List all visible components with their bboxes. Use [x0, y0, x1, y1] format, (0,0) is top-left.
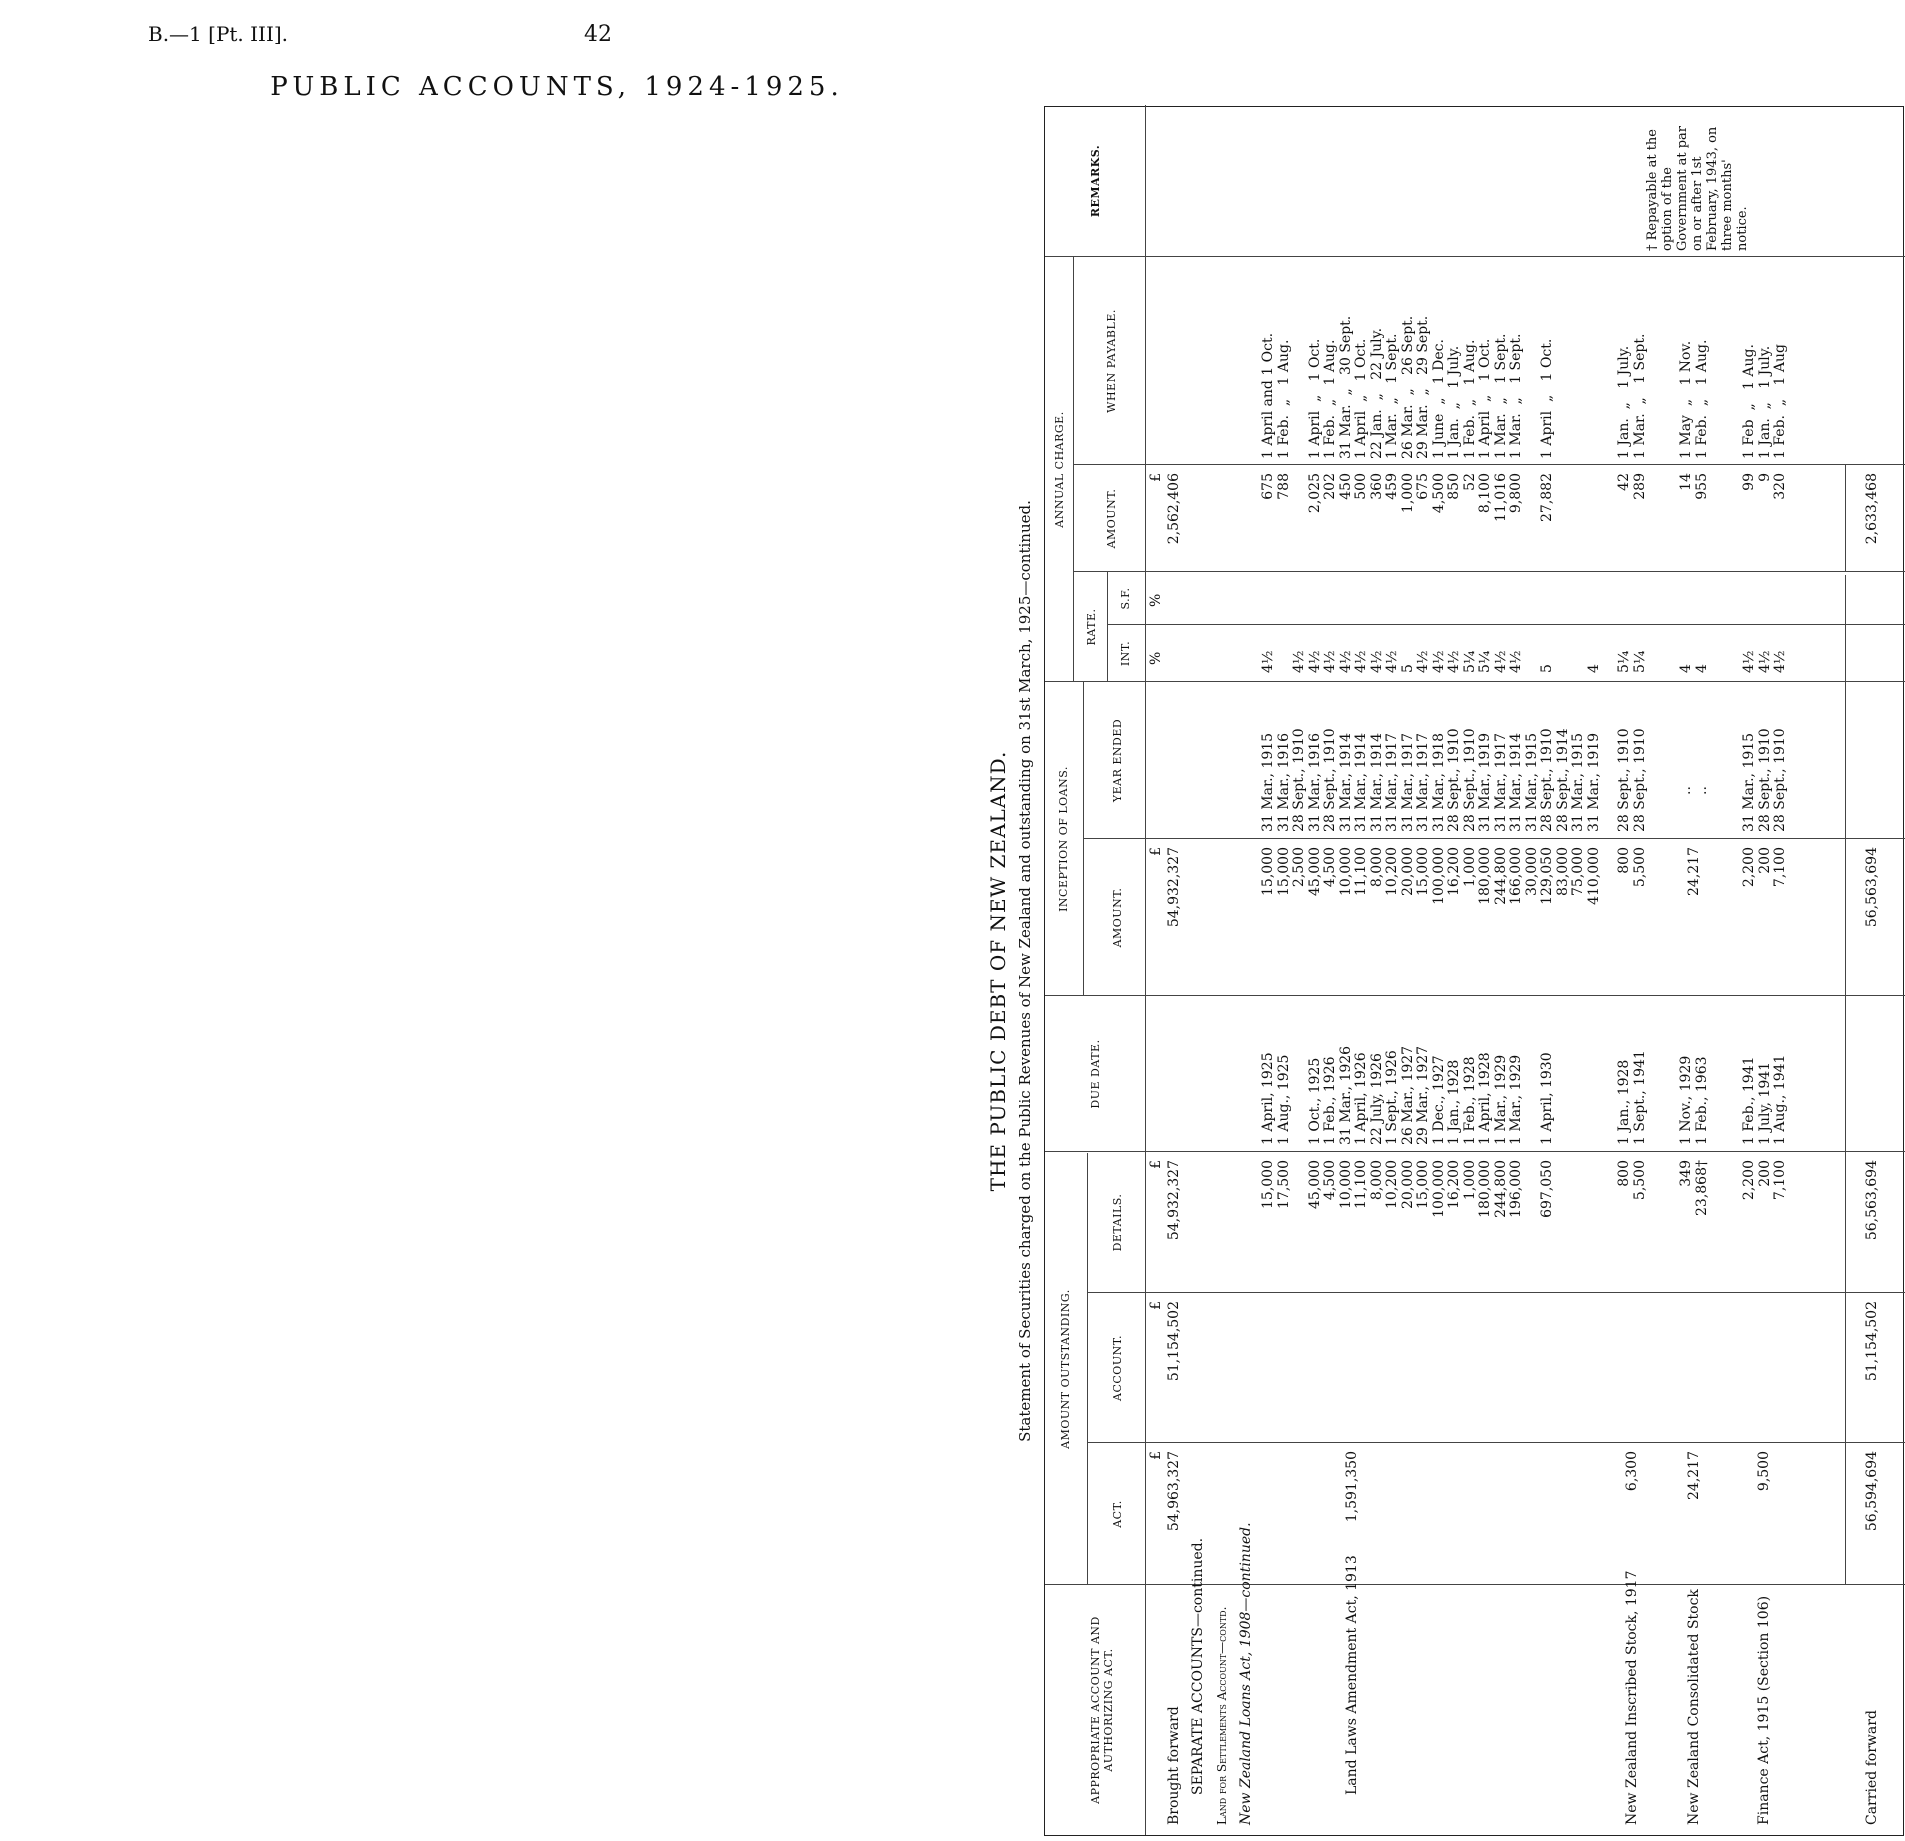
- col-inception-header: INCEPTION OF LOANS.: [1057, 766, 1070, 912]
- pound-sign: £: [1148, 1160, 1164, 1169]
- percent-sign: %: [1148, 593, 1164, 607]
- land-laws-year: 31 Mar., 1915 31 Mar., 1916 28 Sept., 1910 31 Mar., 1916 28 Sept., 1910 31 Mar., 1914 31 Mar., 1914 31 Mar., 1914 31 Mar., 1917 31 Mar., 1917 31 Mar., 1917 31 Mar., 1918 28 Sept., 1910 28 Sept., 1910 31 Mar., 1919 31 Mar., 1917 31 Mar., 1914 31 Mar., 1915 28 Sept., 1910 28 Sept., 1914 31 Mar., 1915 31 Mar., 1919: [1260, 728, 1602, 832]
- percent-sign: %: [1148, 651, 1164, 665]
- col-rate-header: RATE.: [1085, 608, 1098, 646]
- col-acc-header: ACCOUNT.: [1111, 1335, 1124, 1401]
- col-act-header: ACT.: [1111, 1500, 1124, 1528]
- section-nz-loans: New Zealand Loans Act, 1908—continued.: [1238, 1522, 1254, 1825]
- table-subtitle: Statement of Securities charged on the Public Revenues of New Zealand and outstanding on 31st March, 1925—continued.: [1016, 500, 1034, 1442]
- inscribed-details: 800 5,500: [1616, 1160, 1648, 1201]
- pound-sign: £: [1148, 1451, 1164, 1460]
- inscribed-inception: 800 5,500: [1616, 847, 1648, 888]
- running-title: PUBLIC ACCOUNTS, 1924-1925.: [270, 72, 844, 102]
- cf-act: 56,594,694: [1864, 1451, 1880, 1532]
- header-subrule: [1087, 1153, 1088, 1585]
- cf-inception: 56,563,694: [1864, 847, 1880, 928]
- inscribed-int: 5¼ 5¼: [1616, 650, 1648, 673]
- finance-due: 1 Feb., 1941 1 July, 1941 1 Aug., 1941: [1741, 1054, 1788, 1145]
- col-outstanding-header: AMOUNT OUTSTANDING.: [1059, 1289, 1072, 1449]
- bf-act: 54,963,327: [1166, 1451, 1182, 1532]
- section-separate: SEPARATE ACCOUNTS—continued.: [1190, 1537, 1206, 1795]
- inscribed-charge: 42 289: [1616, 473, 1648, 500]
- consolidated-charge: 14 955: [1678, 473, 1710, 500]
- col-due-header: DUE DATE.: [1089, 1039, 1102, 1109]
- inscribed-label: New Zealand Inscribed Stock, 1917: [1624, 1570, 1640, 1825]
- col-remarks-header: REMARKS.: [1089, 144, 1102, 218]
- inscribed-due: 1 Jan., 1928 1 Sept., 1941: [1616, 1050, 1648, 1145]
- finance-inception: 2,200 200 7,100: [1741, 847, 1788, 888]
- consolidated-details: 349 23,868†: [1678, 1160, 1710, 1216]
- page-number: 42: [584, 22, 612, 47]
- land-laws-inception: 15,000 15,000 2,500 45,000 4,500 10,000 11,100 8,000 10,200 20,000 15,000 100,000 16,200 1,000 180,000 244,800 166,000 30,000 129,050 83,000 75,000 410,000: [1260, 847, 1602, 905]
- consolidated-act: 24,217: [1686, 1451, 1702, 1500]
- consolidated-year: .. ..: [1678, 786, 1710, 795]
- inscribed-year: 28 Sept., 1910 28 Sept., 1910: [1616, 728, 1648, 832]
- land-laws-details: 15,000 17,500 45,000 4,500 10,000 11,100 8,000 10,200 20,000 15,000 100,000 16,200 1,000 180,000 244,800 196,000 697,050: [1260, 1160, 1555, 1218]
- col-account-header: APPROPRIATE ACCOUNT AND AUTHORIZING ACT.: [1089, 1616, 1115, 1804]
- document-code: B.—1 [Pt. III].: [148, 22, 289, 46]
- section-land: Land for Settlements Account—contd.: [1215, 1606, 1229, 1825]
- brought-forward-label: Brought forward: [1166, 1706, 1182, 1825]
- cf-details: 56,563,694: [1864, 1160, 1880, 1241]
- pound-sign: £: [1148, 1301, 1164, 1310]
- land-laws-due: 1 April, 1925 1 Aug., 1925 1 Oct., 1925 1 Feb., 1926 31 Mar., 1926 1 April, 1926 22 July, 1926 1 Sept., 1926 26 Mar., 1927 29 Mar., 1927 1 Dec., 1927 1 Jan., 1928 1 Feb., 1928 1 April, 1928 1 Mar., 1929 1 Mar., 1929 1 April, 1930: [1260, 1045, 1555, 1145]
- bf-account: 51,154,502: [1166, 1301, 1182, 1382]
- consolidated-remark: † Repayable at the option of the Government at par on or after 1st February, 1943, on three months' notice.: [1645, 126, 1750, 251]
- header-subrule: [1073, 257, 1074, 682]
- consolidated-int: 4 4: [1678, 664, 1710, 673]
- col-year-header: YEAR ENDED: [1111, 718, 1124, 803]
- inscribed-act: 6,300: [1624, 1451, 1640, 1492]
- land-laws-int: 4½ 4½ 4½ 4½ 4½ 4½ 4½ 4½ 5 4½ 4½ 4½ 5¼ 5¼ 4½ 4½ 5 4: [1260, 650, 1602, 673]
- land-laws-charge: 675 788 2,025 202 450 500 360 459 1,000 675 4,500 850 52 8,100 11,016 9,800 27,882: [1260, 473, 1555, 522]
- cf-charge: 2,633,468: [1864, 473, 1880, 545]
- pound-sign: £: [1148, 847, 1164, 856]
- finance-int: 4½ 4½ 4½: [1741, 650, 1788, 673]
- debt-table: [1044, 106, 1904, 1836]
- col-inc-amount-header: AMOUNT.: [1111, 887, 1124, 948]
- col-int-header: INT.: [1119, 640, 1132, 667]
- land-laws-act: 1,591,350: [1344, 1451, 1360, 1523]
- bf-inception: 54,932,327: [1166, 847, 1182, 928]
- finance-charge: 99 9 320: [1741, 473, 1788, 500]
- cf-account: 51,154,502: [1864, 1301, 1880, 1382]
- consolidated-payable: 1 May „ 1 Nov. 1 Feb. „ 1 Aug.: [1678, 339, 1710, 459]
- rotated-table: [986, 106, 1904, 1836]
- finance-payable: 1 Feb „ 1 Aug. 1 Jan. „ 1 July. 1 Feb. „ 1 Aug: [1741, 344, 1788, 459]
- finance-details: 2,200 200 7,100: [1741, 1160, 1788, 1201]
- table-titles: [986, 106, 1044, 1836]
- carried-forward-label: Carried forward: [1864, 1710, 1880, 1825]
- header-subrule: [1083, 682, 1084, 996]
- finance-act: 9,500: [1756, 1451, 1772, 1492]
- col-details-header: DETAILS.: [1111, 1193, 1124, 1252]
- bf-charge: 2,562,406: [1166, 473, 1182, 545]
- header-rule: [1145, 105, 1146, 1835]
- bf-details: 54,932,327: [1166, 1160, 1182, 1241]
- pound-sign: £: [1148, 473, 1164, 482]
- consolidated-inception: 24,217: [1686, 847, 1702, 896]
- land-laws-label: Land Laws Amendment Act, 1913: [1344, 1555, 1360, 1795]
- finance-label: Finance Act, 1915 (Section 106): [1756, 1595, 1772, 1825]
- land-laws-payable: 1 April and 1 Oct. 1 Feb. „ 1 Aug. 1 April „ 1 Oct. 1 Feb. „ 1 Aug. 31 Mar. „ 30 Sept. 1 April „ 1 Oct. 22 Jan. „ 22 July. 1 Mar. „ 1 Sept. 26 Mar. „ 26 Sept. 29 Mar. „ 29 Sept. 1 June „ 1 Dec. 1 Jan. „ 1 July. 1 Feb. „ 1 Aug. 1 April „ 1 Oct. 1 Mar. „ 1 Sept. 1 Mar. „ 1 Sept. 1 April „ 1 Oct.: [1260, 315, 1555, 459]
- header-subrule: [1107, 572, 1108, 682]
- finance-year: 31 Mar., 1915 28 Sept., 1910 28 Sept., 1910: [1741, 728, 1788, 832]
- col-charge-header: AMOUNT.: [1105, 488, 1118, 549]
- consolidated-due: 1 Nov., 1929 1 Feb., 1963: [1678, 1055, 1710, 1145]
- inscribed-payable: 1 Jan. „ 1 July. 1 Mar. „ 1 Sept.: [1616, 333, 1648, 459]
- col-sf-header: S.F.: [1119, 587, 1132, 610]
- table-title: THE PUBLIC DEBT OF NEW ZEALAND.: [986, 750, 1010, 1192]
- col-payable-header: WHEN PAYABLE.: [1105, 309, 1118, 413]
- consolidated-label: New Zealand Consolidated Stock: [1686, 1589, 1702, 1825]
- col-annual-header: ANNUAL CHARGE.: [1053, 411, 1066, 528]
